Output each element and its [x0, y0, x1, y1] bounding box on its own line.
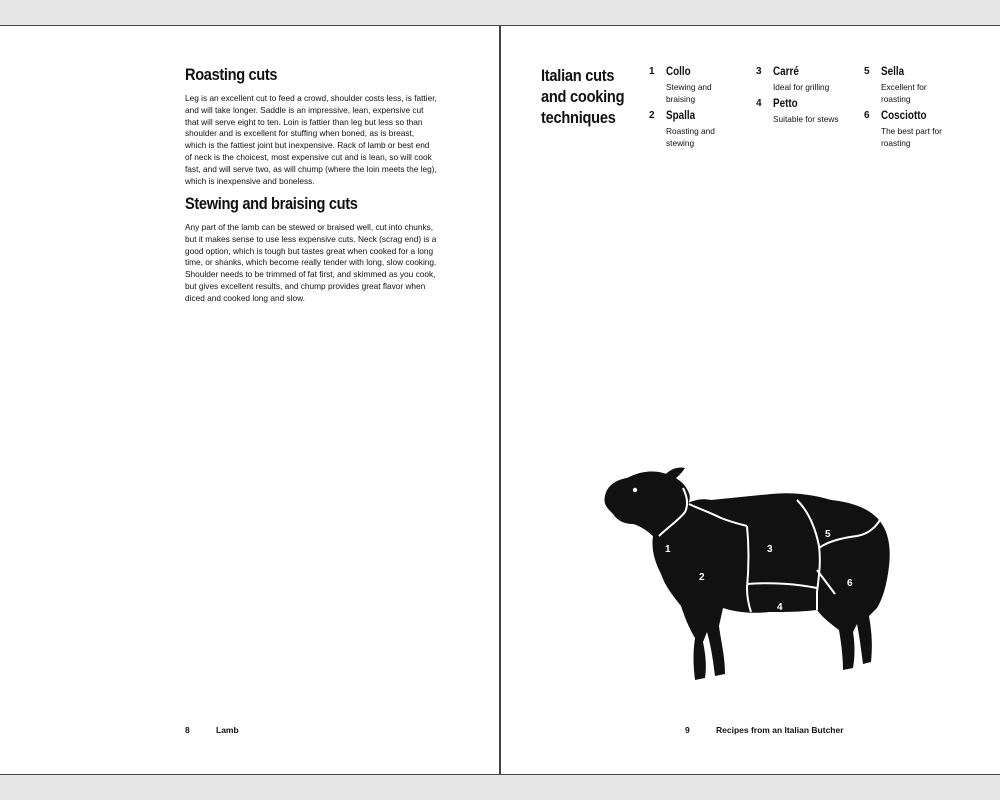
title-line: Italian cuts — [541, 66, 615, 85]
stewing-line: time, or shanks, which become really tender with long, slow cooking. — [185, 257, 437, 268]
cut-description-line: roasting — [881, 138, 911, 148]
cut-description — [773, 113, 863, 125]
title-line: and cooking — [541, 87, 625, 106]
roasting-heading: Roasting cuts — [185, 65, 278, 84]
roasting-line: shoulder and is excellent for stuffing when boned, as is breast, — [185, 128, 415, 139]
running-footer: Lamb — [216, 725, 239, 735]
roasting-line: fast, and will serve two, as will chump (where the loin meets the leg), — [185, 163, 437, 174]
cut-description-line: Roasting and — [666, 126, 715, 136]
cut-description — [666, 125, 756, 149]
cut-number: 5 — [864, 66, 870, 77]
cut-description-line: stewing — [666, 138, 695, 148]
cut-description-line: The best part for — [881, 126, 942, 136]
roasting-line: that will serve eight to ten. Loin is fattier than leg but less so than — [185, 116, 423, 127]
stewing-body — [185, 222, 465, 305]
cut-number: 2 — [649, 110, 655, 121]
roasting-section — [185, 65, 465, 187]
cut-name: Petto — [773, 98, 798, 110]
cut-number: 3 — [756, 66, 762, 77]
running-footer: Recipes from an Italian Butcher — [716, 725, 844, 735]
cut-description-line: Ideal for grilling — [773, 82, 830, 92]
cut-number: 1 — [649, 66, 655, 77]
cut-name: Sella — [881, 66, 905, 78]
roasting-line: and will take longer. Saddle is an impressive, lean, expensive cut — [185, 104, 424, 115]
stewing-line: Any part of the lamb can be stewed or braised well, cut into chunks, — [185, 222, 434, 232]
diagram-label: 6 — [847, 578, 853, 589]
right-page — [501, 26, 1000, 774]
italian-cuts-title — [541, 65, 624, 128]
cut-description — [773, 81, 863, 93]
stewing-section — [185, 194, 465, 305]
roasting-line: Leg is an excellent cut to feed a crowd, shoulder costs less, is fattier, — [185, 93, 437, 103]
cut-description — [881, 125, 971, 149]
page-number: 8 — [185, 725, 190, 735]
cut-description-line: Suitable for stews — [773, 114, 839, 124]
cut-description — [881, 81, 971, 105]
title-line: techniques — [541, 108, 616, 127]
roasting-line: which is inexpensive and boneless. — [185, 175, 315, 186]
stewing-line: good option, which is tough but tastes great when cooked for a long — [185, 245, 434, 256]
cut-name: Spalla — [666, 110, 696, 122]
cut-number: 4 — [756, 98, 762, 109]
cut-name: Carré — [773, 66, 799, 78]
cut-name: Collo — [666, 66, 691, 78]
cut-name: Cosciotto — [881, 110, 927, 122]
roasting-body — [185, 93, 465, 187]
stewing-line: but gives excellent results, and chump provides great flavor when — [185, 280, 426, 291]
lamb-cuts-diagram — [601, 466, 901, 686]
book-spread — [0, 25, 1000, 775]
stewing-heading: Stewing and braising cuts — [185, 194, 358, 213]
stewing-line: diced and cooked long and slow. — [185, 292, 305, 303]
cut-number: 6 — [864, 110, 870, 121]
cut-description-line: Stewing and — [666, 82, 712, 92]
diagram-label: 1 — [665, 544, 671, 555]
diagram-label: 4 — [777, 602, 783, 613]
stewing-line: Shoulder needs to be trimmed of fat first, and skimmed as you cook, — [185, 269, 436, 280]
left-page — [0, 26, 499, 774]
roasting-line: which is the fattiest joint but inexpensive. Rack of lamb or best end — [185, 140, 430, 151]
cut-description-line: roasting — [881, 94, 911, 104]
cut-description-line: Excellent for — [881, 82, 927, 92]
cut-description — [666, 81, 756, 105]
roasting-line: of neck is the choicest, most expensive cut and is lean, so will cook — [185, 151, 432, 162]
diagram-label: 5 — [825, 529, 831, 540]
diagram-label: 3 — [767, 544, 773, 555]
diagram-label: 2 — [699, 572, 705, 583]
page-number: 9 — [685, 725, 690, 735]
cut-description-line: braising — [666, 94, 696, 104]
stewing-line: but it makes sense to use less expensive cuts. Neck (scrag end) is a — [185, 233, 437, 244]
